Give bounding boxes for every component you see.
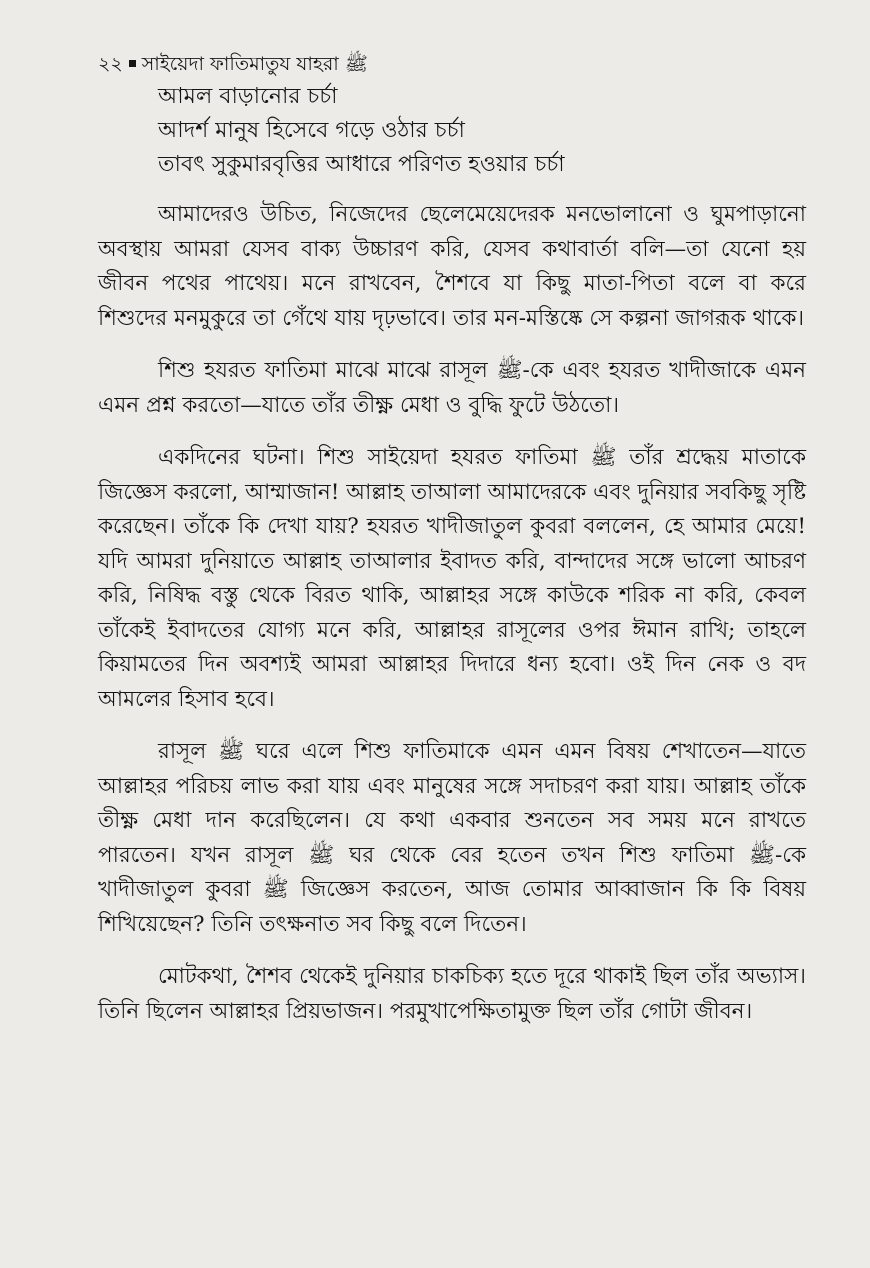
- practice-item: আমল বাড়ানোর চর্চা: [158, 84, 338, 109]
- paragraph-conclusion: মোটকথা, শৈশব থেকেই দুনিয়ার চাকচিক্য হতে দূরে থাকাই ছিল তাঁর অভ্যাস। তিনি ছিলেন আল্লাহর প্রিয়ভাজন। পরমুখাপেক্ষিতামুক্ত ছিল তাঁর গোটা জীবন।: [98, 964, 806, 1024]
- running-header: [98, 52, 806, 76]
- paragraph-parenting-advice: আমাদেরও উচিত, নিজেদের ছেলেমেয়েদেরক মনভোলানো ও ঘুমপাড়ানো অবস্থায় আমরা যেসব বাক্য উচ্চারণ করি, যেসব কথাবার্তা বলি—তা যেনো হয় জীবন পথের পাথেয়। মনে রাখবেন, শৈশবে যা কিছু মাতা-পিতা বলে বা করে শিশুদের মনমুকুরে তা গেঁথে যায় দৃঢ়ভাবে। তার মন-মস্তিষ্কে সে কল্পনা জাগরূক থাকে।: [98, 202, 806, 331]
- practice-item: আদর্শ মানুষ হিসেবে গড়ে ওঠার চর্চা: [158, 118, 465, 143]
- paragraph-prophet-teaching: রাসূল ﷺ ঘরে এলে শিশু ফাতিমাকে এমন এমন বিষয় শেখাতেন—যাতে আল্লাহর পরিচয় লাভ করা যায় এবং মানুষের সঙ্গে সদাচরণ করা যায়। আল্লাহ তাঁকে তীক্ষ্ণ মেধা দান করেছিলেন। যে কথা একবার শুনতেন সব সময় মনে রাখতে পারতেন। যখন রাসূল ﷺ ঘর থেকে বের হতেন তখন শিশু ফাতিমা ﷺ-কে খাদীজাতুল কুবরা ﷺ জিজ্ঞেস করতেন, আজ তোমার আব্বাজান কি কি বিষয় শিখিয়েছেন? তিনি তৎক্ষনাত সব কিছু বলে দিতেন।: [98, 739, 806, 937]
- paragraph-fatima-questions: শিশু হযরত ফাতিমা মাঝে মাঝে রাসূল ﷺ-কে এবং হযরত খাদীজাকে এমন এমন প্রশ্ন করতো—যাতে তাঁর তীক্ষ্ণ মেধা ও বুদ্ধি ফুটে উঠতো।: [98, 358, 806, 418]
- practice-item: তাবৎ সুকুমারবৃত্তির আধারে পরিণত হওয়ার চর্চা: [158, 152, 565, 177]
- paragraph-one-day-incident: একদিনের ঘটনা। শিশু সাইয়েদা হযরত ফাতিমা ﷺ তাঁর শ্রদ্ধেয় মাতাকে জিজ্ঞেস করলো, আম্মাজান! আল্লাহ তাআলা আমাদেরকে এবং দুনিয়ার সবকিছু সৃষ্টি করেছেন। তাঁকে কি দেখা যায়? হযরত খাদীজাতুল কুবরা বললেন, হে আমার মেয়ে! যদি আমরা দুনিয়াতে আল্লাহ তাআলার ইবাদত করি, বান্দাদের সঙ্গে ভালো আচরণ করি, নিষিদ্ধ বস্তু থেকে বিরত থাকি, আল্লাহর সঙ্গে কাউকে শরিক না করি, কেবল তাঁকেই ইবাদতের যোগ্য মনে করি, আল্লাহর রাসূলের ওপর ঈমান রাখি; তাহলে কিয়ামতের দিন অবশ্যই আমরা আল্লাহর দিদারে ধন্য হবো। ওই দিন নেক ও বদ আমলের হিসাব হবে।: [98, 445, 806, 712]
- page-number: ২২: [98, 53, 123, 75]
- book-title: সাইয়েদা ফাতিমাতুয যাহরা ﷺ: [141, 53, 368, 75]
- header-separator: [129, 60, 136, 67]
- practice-list: [98, 80, 806, 182]
